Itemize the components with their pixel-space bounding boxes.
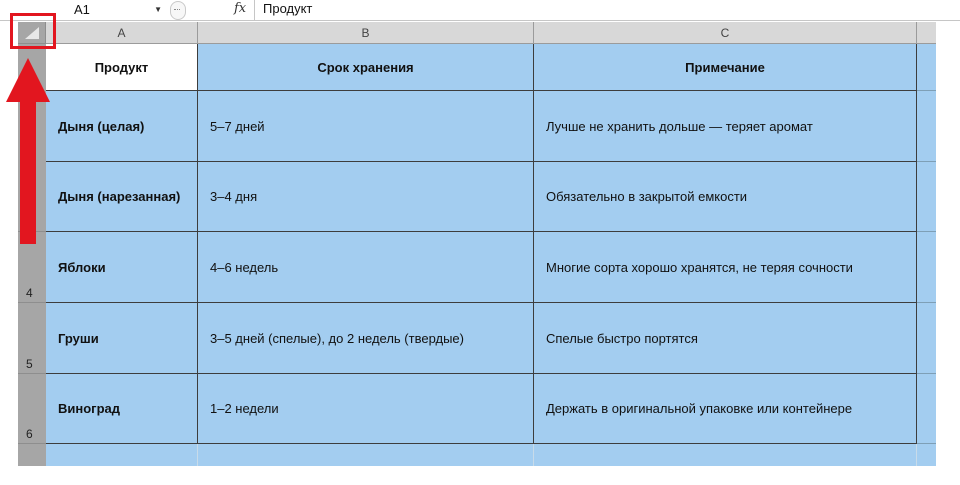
annotation-highlight-box (10, 13, 56, 49)
row-header-5[interactable]: 5 (18, 303, 46, 374)
table-cell-note[interactable]: Лучше не хранить дольше — теряет аромат (534, 91, 917, 162)
column-d-cell[interactable] (917, 91, 936, 162)
row-header-4[interactable]: 4 (18, 232, 46, 303)
table-header-note[interactable]: Примечание (534, 44, 917, 91)
table-cell-shelf-life[interactable]: 4–6 недель (198, 232, 534, 303)
table-cell-product[interactable]: Дыня (целая) (46, 91, 198, 162)
column-d-cell[interactable] (917, 303, 936, 374)
table-header-product[interactable]: Продукт (46, 44, 198, 91)
column-d-cell[interactable] (917, 44, 936, 91)
table-header-shelf-life[interactable]: Срок хранения (198, 44, 534, 91)
formula-bar-resize-handle[interactable] (170, 1, 186, 20)
table-cell-note[interactable]: Многие сорта хорошо хранятся, не теряя сочности (534, 232, 917, 303)
column-d-cell[interactable] (917, 374, 936, 444)
table-cell-product[interactable]: Груши (46, 303, 198, 374)
column-d-cell[interactable] (917, 162, 936, 232)
name-box-value: A1 (74, 2, 90, 17)
formula-bar-divider (254, 0, 255, 20)
table-cell-note[interactable]: Обязательно в закрытой емкости (534, 162, 917, 232)
column-d-cell[interactable] (917, 232, 936, 303)
empty-cell[interactable] (46, 444, 198, 466)
name-box[interactable] (66, 0, 166, 19)
table-cell-note[interactable]: Спелые быстро портятся (534, 303, 917, 374)
table-cell-note[interactable]: Держать в оригинальной упаковке или контейнере (534, 374, 917, 444)
column-d-cell[interactable] (917, 444, 936, 466)
table-cell-shelf-life[interactable]: 5–7 дней (198, 91, 534, 162)
formula-input[interactable]: Продукт (263, 1, 313, 16)
column-header-c[interactable]: C (534, 22, 917, 44)
table-cell-shelf-life[interactable]: 1–2 недели (198, 374, 534, 444)
row-header-6[interactable]: 6 (18, 374, 46, 444)
column-header-b[interactable]: B (198, 22, 534, 44)
table-cell-product[interactable]: Дыня (нарезанная) (46, 162, 198, 232)
table-cell-shelf-life[interactable]: 3–5 дней (спелые), до 2 недель (твердые) (198, 303, 534, 374)
annotation-arrow-up-icon (6, 58, 50, 244)
empty-cell[interactable] (198, 444, 534, 466)
table-cell-product[interactable]: Яблоки (46, 232, 198, 303)
fx-icon[interactable]: fx (234, 1, 247, 16)
table-cell-product[interactable]: Виноград (46, 374, 198, 444)
formula-bar (0, 0, 960, 21)
empty-cell[interactable] (534, 444, 917, 466)
table-cell-shelf-life[interactable]: 3–4 дня (198, 162, 534, 232)
column-header-a[interactable]: A (46, 22, 198, 44)
chevron-down-icon[interactable]: ▼ (154, 5, 162, 14)
